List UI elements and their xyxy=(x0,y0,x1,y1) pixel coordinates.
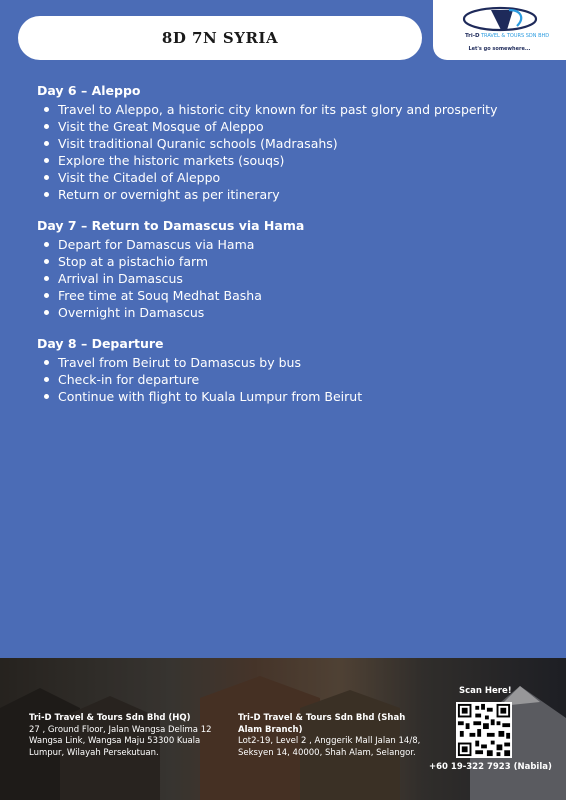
footer-contact-banner xyxy=(0,658,566,800)
list-item: Arrival in Damascus xyxy=(58,270,546,287)
hq-address-block xyxy=(29,713,224,759)
day-heading: Day 7 – Return to Damascus via Hama xyxy=(37,218,305,233)
branch-name: Tri-D Travel & Tours Sdn Bhd (Shah Alam Branch) xyxy=(238,713,406,735)
logo-tagline: Let's go somewhere... xyxy=(468,46,531,52)
activity-list xyxy=(37,101,546,203)
list-item: Free time at Souq Medhat Basha xyxy=(58,287,546,304)
list-item: Visit traditional Quranic schools (Madrasahs) xyxy=(58,135,546,152)
list-item: Check-in for departure xyxy=(58,371,546,388)
page-title: 8D 7N SYRIA xyxy=(161,29,279,47)
day-heading: Day 8 – Departure xyxy=(37,336,164,351)
list-item: Travel to Aleppo, a historic city known for its past glory and prosperity xyxy=(58,101,546,118)
day-section xyxy=(37,335,546,405)
phone-number[interactable]: +60 19-322 7923 (Nabila) xyxy=(429,762,552,772)
list-item: Visit the Great Mosque of Aleppo xyxy=(58,118,546,135)
list-item: Visit the Citadel of Aleppo xyxy=(58,169,546,186)
activity-list xyxy=(37,236,546,321)
branch-address: Lot2-19, Level 2 , Anggerik Mall Jalan 14/8, Seksyen 14, 40000, Shah Alam, Selangor. xyxy=(238,736,421,758)
list-item: Explore the historic markets (souqs) xyxy=(58,152,546,169)
hq-address: 27 , Ground Floor, Jalan Wangsa Delima 12 Wangsa Link, Wangsa Maju 53300 Kuala Lumpur, Wilayah Persekutuan. xyxy=(29,724,212,758)
scan-label: Scan Here! xyxy=(459,686,512,696)
list-item: Stop at a pistachio farm xyxy=(58,253,546,270)
branch-address-block xyxy=(238,713,428,759)
company-logo xyxy=(433,0,566,60)
logo-prefix: Tri-D xyxy=(465,33,480,39)
day-section xyxy=(37,217,546,321)
day-heading: Day 6 – Aleppo xyxy=(37,83,141,98)
tri-d-logo-icon xyxy=(461,6,550,40)
list-item: Overnight in Damascus xyxy=(58,304,546,321)
day-section xyxy=(37,82,546,203)
activity-list xyxy=(37,354,546,405)
page-title-banner xyxy=(18,16,422,60)
list-item: Depart for Damascus via Hama xyxy=(58,236,546,253)
qr-code-icon[interactable] xyxy=(456,702,512,758)
list-item: Travel from Beirut to Damascus by bus xyxy=(58,354,546,371)
hq-name: Tri-D Travel & Tours Sdn Bhd (HQ) xyxy=(29,713,191,723)
list-item: Return or overnight as per itinerary xyxy=(58,186,546,203)
logo-brand: TRAVEL & TOURS SDN BHD xyxy=(481,33,550,39)
itinerary xyxy=(37,82,546,419)
list-item: Continue with flight to Kuala Lumpur from Beirut xyxy=(58,388,546,405)
